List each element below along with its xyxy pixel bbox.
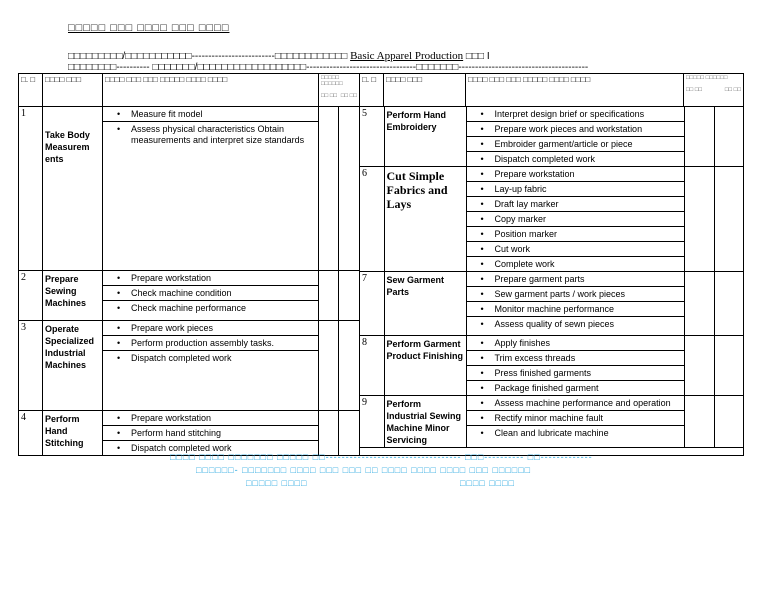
bullet-icon: •: [117, 323, 121, 333]
step-item: [467, 227, 684, 242]
step-text: Prepare work pieces and workstation: [494, 124, 643, 134]
mark-cell-a[interactable]: [319, 411, 339, 456]
task-name-text: Perform Industrial Sewing Machine Minor Servicing: [386, 399, 462, 445]
task-steps: [466, 167, 684, 272]
task-name: [384, 336, 466, 396]
table-row: [360, 167, 744, 272]
mark-cell-b[interactable]: [714, 107, 744, 167]
step-text: Draft lay marker: [494, 199, 559, 209]
col-header-mark-right-a: □□ □□: [686, 87, 703, 93]
step-item: [103, 301, 318, 315]
step-item: [467, 351, 684, 366]
col-header-task-right: □□□□ □□□: [384, 74, 466, 107]
col-header-steps: □□□□ □□□ □□□ □□□□□ □□□□ □□□□: [103, 74, 319, 107]
step-item: [103, 351, 318, 365]
program-name: Basic Apparel Production: [350, 50, 464, 62]
step-text: Monitor machine performance: [494, 304, 615, 314]
mark-cell-b[interactable]: [339, 107, 360, 271]
step-item: [467, 122, 684, 137]
bullet-icon: •: [480, 304, 484, 314]
bullet-icon: •: [480, 319, 484, 329]
step-text: Perform production assembly tasks.: [131, 338, 275, 348]
bullet-icon: •: [480, 124, 484, 134]
step-item: [467, 197, 684, 212]
bullet-icon: •: [480, 353, 484, 363]
step-item: [467, 287, 684, 302]
task-steps: [103, 271, 319, 321]
task-name: [43, 411, 103, 456]
program-line: [68, 50, 490, 62]
bullet-icon: •: [480, 229, 484, 239]
task-name-text: Perform Hand Stitching: [45, 414, 84, 448]
col-header-mark-a: □□ □□: [321, 93, 338, 99]
bullet-icon: •: [480, 289, 484, 299]
col-header-mark: [319, 74, 360, 107]
table-row: [360, 396, 744, 448]
table-row: [360, 107, 744, 167]
step-text: Prepare work pieces: [131, 323, 214, 333]
bullet-icon: •: [480, 413, 484, 423]
bullet-icon: •: [480, 428, 484, 438]
program-line-prefix: □□□□□□□□□/□□□□□□□□□□□-------------------------□□□□□□□□□□□□: [68, 51, 351, 62]
step-item: [467, 381, 684, 395]
col-header-mark-right: [684, 74, 744, 107]
step-text: Prepare workstation: [494, 169, 575, 179]
col-header-no: □. □: [19, 74, 43, 107]
step-item: [467, 242, 684, 257]
step-text: Copy marker: [494, 214, 547, 224]
task-name: [43, 271, 103, 321]
task-steps: [103, 411, 319, 456]
step-text: Lay-up fabric: [494, 184, 547, 194]
step-item: [467, 107, 684, 122]
mark-cell-b[interactable]: [339, 411, 360, 456]
step-item: [103, 411, 318, 426]
mark-cell-b[interactable]: [714, 336, 744, 396]
col-header-mark-right-label: □□□□□ □□□□□□: [686, 75, 728, 81]
bullet-icon: •: [117, 428, 121, 438]
step-item: [467, 317, 684, 331]
step-item: [103, 122, 318, 147]
footer-line-1: □□□□ □□□□ □□□□□□□ □□□□□ □□---------------------------------- □□□---------- □□-------------: [170, 452, 593, 462]
step-text: Position marker: [494, 229, 558, 239]
col-header-no-right: □. □: [360, 74, 384, 107]
step-item: [467, 336, 684, 351]
col-header-mark-label: □□□□□ □□□□□□: [321, 75, 343, 87]
table-row: [360, 272, 744, 336]
step-item: [103, 426, 318, 441]
task-number: 3: [19, 321, 43, 411]
mark-cell-a[interactable]: [684, 107, 714, 167]
mark-cell-a[interactable]: [319, 107, 339, 271]
footer-sign-right: □□□□ □□□□: [460, 478, 515, 488]
task-number: 5: [360, 107, 384, 167]
bullet-icon: •: [480, 169, 484, 179]
competency-checklist-table: [18, 73, 744, 456]
mark-cell-a[interactable]: [319, 321, 339, 411]
bullet-icon: •: [117, 413, 121, 423]
bullet-icon: •: [480, 368, 484, 378]
task-name-text: Perform Hand Embroidery: [386, 110, 447, 132]
table-row: [360, 336, 744, 396]
bullet-icon: •: [480, 154, 484, 164]
mark-cell-a[interactable]: [684, 167, 714, 272]
bullet-icon: •: [117, 443, 121, 453]
task-name: [43, 107, 103, 271]
step-item: [467, 257, 684, 271]
step-text: Check machine condition: [131, 288, 232, 298]
col-header-mark-b: □□ □□: [340, 93, 357, 99]
step-item: [103, 271, 318, 286]
step-item: [467, 137, 684, 152]
mark-cell-b[interactable]: [339, 271, 360, 321]
step-text: Check machine performance: [131, 303, 247, 313]
step-text: Measure fit model: [131, 109, 203, 119]
step-item: [103, 321, 318, 336]
footer-line-2: □□□□□□- □□□□□□□ □□□□ □□□ □□□ □□ □□□□ □□□□ □□□□ □□□ □□□□□□: [196, 465, 532, 475]
col-header-mark-right-b: □□ □□: [724, 87, 741, 93]
step-text: Perform hand stitching: [131, 428, 222, 438]
step-text: Dispatch completed work: [131, 353, 232, 363]
mark-cell-a[interactable]: [319, 271, 339, 321]
bullet-icon: •: [480, 109, 484, 119]
step-item: [103, 336, 318, 351]
step-text: Sew garment parts / work pieces: [494, 289, 626, 299]
right-tasks-cell: [360, 107, 744, 456]
bullet-icon: •: [480, 274, 484, 284]
bullet-icon: •: [480, 338, 484, 348]
right-tasks-table: [360, 107, 744, 448]
task-number: 7: [360, 272, 384, 336]
step-text: Embroider garment/article or piece: [494, 139, 633, 149]
bullet-icon: •: [117, 338, 121, 348]
step-item: [467, 152, 684, 166]
table-body: [19, 107, 744, 456]
page-title: □□□□□ □□□ □□□□ □□□ □□□□: [68, 22, 230, 34]
bullet-icon: •: [480, 244, 484, 254]
task-steps: [103, 107, 319, 271]
step-text: Assess quality of sewn pieces: [494, 319, 615, 329]
step-text: Dispatch completed work: [131, 443, 232, 453]
mark-cell-a[interactable]: [684, 272, 714, 336]
step-text: Package finished garment: [494, 383, 599, 393]
footer-sign-left: □□□□□ □□□□: [246, 478, 308, 488]
bullet-icon: •: [117, 124, 121, 134]
step-item: [467, 366, 684, 381]
step-item: [467, 426, 684, 440]
task-name-text: Operate Specialized Industrial Machines: [45, 324, 95, 370]
step-item: [467, 411, 684, 426]
bullet-icon: •: [480, 199, 484, 209]
program-line-suffix: □□□ I: [463, 51, 490, 62]
step-text: Prepare garment parts: [494, 274, 585, 284]
step-item: [103, 107, 318, 122]
step-item: [467, 272, 684, 287]
task-name: [384, 272, 466, 336]
task-number: 8: [360, 336, 384, 396]
bullet-icon: •: [480, 383, 484, 393]
bullet-icon: •: [480, 214, 484, 224]
task-steps: [466, 272, 684, 336]
step-item: [467, 167, 684, 182]
task-number: 9: [360, 396, 384, 448]
step-text: Complete work: [494, 259, 555, 269]
task-name-text: Prepare Sewing Machines: [45, 274, 87, 308]
mark-cell-a[interactable]: [684, 336, 714, 396]
step-text: Assess physical characteristics Obtain measurements and interpret size standards: [131, 124, 305, 145]
task-name: [43, 321, 103, 411]
bullet-icon: •: [480, 259, 484, 269]
step-text: Clean and lubricate machine: [494, 428, 609, 438]
step-text: Press finished garments: [494, 368, 592, 378]
task-name: [384, 107, 466, 167]
task-name: [384, 167, 466, 272]
step-text: Interpret design brief or specifications: [494, 109, 645, 119]
bullet-icon: •: [480, 184, 484, 194]
step-item: [467, 182, 684, 197]
col-header-steps-right: □□□□ □□□ □□□ □□□□□ □□□□ □□□□: [466, 74, 684, 107]
trainee-line: □□□□□□□□---------- □□□□□□□/□□□□□□□□□□□□□□□□□□---------------------------------□□□□□□□---------------------------------------: [68, 62, 589, 73]
task-name-text: Cut Simple Fabrics and Lays: [386, 169, 448, 211]
table-row: [19, 107, 744, 271]
step-text: Prepare workstation: [131, 273, 212, 283]
task-steps: [466, 396, 684, 448]
task-steps: [466, 107, 684, 167]
col-header-task: □□□□ □□□: [43, 74, 103, 107]
task-steps: [466, 336, 684, 396]
mark-cell-b[interactable]: [339, 321, 360, 411]
step-text: Apply finishes: [494, 338, 551, 348]
bullet-icon: •: [117, 353, 121, 363]
bullet-icon: •: [480, 398, 484, 408]
task-steps: [103, 321, 319, 411]
step-text: Assess machine performance and operation: [494, 398, 671, 408]
bullet-icon: •: [117, 303, 121, 313]
step-text: Rectify minor machine fault: [494, 413, 604, 423]
task-number: 6: [360, 167, 384, 272]
step-text: Cut work: [494, 244, 531, 254]
step-item: [467, 302, 684, 317]
mark-cell-b[interactable]: [714, 167, 744, 272]
bullet-icon: •: [117, 109, 121, 119]
bullet-icon: •: [117, 288, 121, 298]
step-item: [467, 212, 684, 227]
step-text: Trim excess threads: [494, 353, 576, 363]
task-name-text: Take Body Measurem ents: [45, 130, 90, 164]
table-header-row: [19, 74, 744, 107]
step-item: [467, 396, 684, 411]
task-number: 1: [19, 107, 43, 271]
mark-cell-a[interactable]: [684, 396, 714, 448]
mark-cell-b[interactable]: [714, 396, 744, 448]
step-text: Prepare workstation: [131, 413, 212, 423]
bullet-icon: •: [117, 273, 121, 283]
bullet-icon: •: [480, 139, 484, 149]
task-name: [384, 396, 466, 448]
step-text: Dispatch completed work: [494, 154, 596, 164]
task-name-text: Sew Garment Parts: [386, 275, 445, 297]
step-item: [103, 286, 318, 301]
task-name-text: Perform Garment Product Finishing: [386, 339, 463, 361]
task-number: 2: [19, 271, 43, 321]
task-number: 4: [19, 411, 43, 456]
mark-cell-b[interactable]: [714, 272, 744, 336]
